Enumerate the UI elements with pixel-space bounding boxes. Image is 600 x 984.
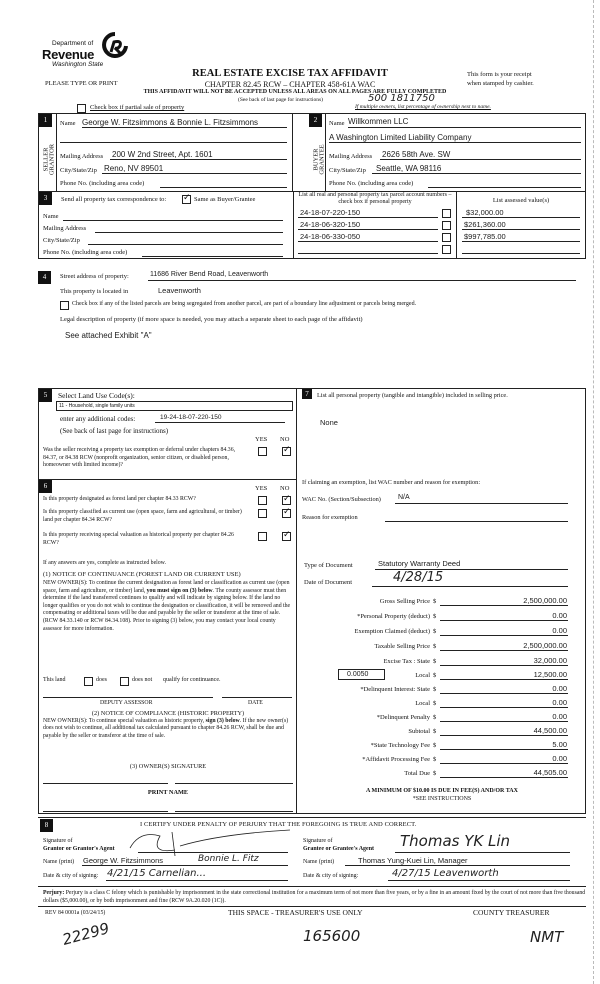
amount-delinquent-interest-state[interactable]: 0.00: [552, 684, 567, 693]
parcel-personal-checkbox-3[interactable]: [442, 233, 451, 242]
s6-question-1: Is this property designated as forest land per chapter 84.33 RCW?: [43, 496, 196, 502]
amount-label-delinquent-state: *Delinquent Interest: State: [360, 686, 430, 693]
parcel-number-4[interactable]: [298, 253, 438, 254]
grantee-sig-label-1: Signature of: [303, 838, 333, 844]
amount-delinquent-interest-local[interactable]: 0.00: [552, 698, 567, 707]
currency-sign: $: [433, 700, 437, 707]
amount-excise-tax-local[interactable]: 12,500.00: [533, 670, 567, 679]
doc-date-field[interactable]: 4/28/15: [393, 570, 444, 585]
minimum-note: A MINIMUM OF $10.00 IS DUE IN FEE(S) AND/OR TAX: [366, 788, 518, 794]
amount-label-total: Total Due: [404, 770, 430, 777]
parcel-personal-checkbox-1[interactable]: [442, 209, 451, 218]
notice2-text-b: . If the new owner(s) does not wish to continue, all additional tax calculated pursuant to chapter 84.26 RCW, shall be due and payable by the seller or transferor at the time of sale.: [43, 718, 289, 739]
buyer-city-line: [372, 173, 581, 174]
seller-mailing-label: Mailing Address: [60, 153, 104, 160]
notice2-title: (2) NOTICE OF COMPLIANCE (HISTORIC PROPERTY): [91, 710, 245, 717]
grantee-date-line: [388, 880, 570, 881]
perjury-notice: [43, 889, 588, 905]
buyer-mailing-line: [380, 159, 581, 160]
doc-type-label: Type of Document: [304, 562, 353, 569]
s3-city-field[interactable]: [88, 244, 283, 245]
parcel-personal-checkbox-2[interactable]: [442, 221, 451, 230]
notice1-bold: you must sign on (3) below: [146, 587, 213, 594]
personal-property-label: List all personal property (tangible and intangible) included in selling price.: [317, 392, 508, 399]
amount-line: [440, 693, 568, 694]
s5-yes-header: YES: [255, 436, 268, 443]
dor-logo: [40, 30, 140, 70]
amount-label-subtotal: Subtotal: [408, 728, 430, 735]
land-use-select[interactable]: [56, 401, 293, 411]
currency-sign: $: [433, 686, 437, 693]
seller-name-label: Name: [60, 120, 76, 127]
buyer-name-field[interactable]: Willkommen LLC: [348, 117, 409, 126]
section-8-top: [38, 817, 586, 818]
section-8-number: 8: [40, 819, 53, 832]
section-2-number: 2: [309, 114, 322, 127]
seller-side-label: [39, 130, 55, 190]
s3-phone-field[interactable]: [142, 256, 283, 257]
assessed-header: List assessed value(s): [492, 197, 550, 204]
amount-line: [440, 635, 568, 636]
amount-label-delinquent-local: Local: [415, 700, 430, 707]
seller-side-label-2: GRANTOR: [48, 143, 56, 176]
amount-label-tech-fee: *State Technology Fee: [370, 742, 430, 749]
grantor-cosigner-signature: Bonnie L. Fitz: [198, 854, 259, 864]
buyer-phone-field[interactable]: [428, 187, 581, 188]
see-instructions: *SEE INSTRUCTIONS: [412, 796, 472, 802]
grantee-name-label: Name (print): [303, 859, 335, 865]
s3-parcel-divider: [293, 191, 294, 259]
form-chapter: CHAPTER 82.45 RCW – CHAPTER 458-61A WAC: [204, 80, 376, 89]
amount-label-excise-local: Local: [415, 672, 430, 679]
seller-city-field[interactable]: Reno, NV 89501: [104, 164, 164, 173]
grantee-date-field[interactable]: 4/27/15 Leavenworth: [392, 868, 499, 879]
grantor-name-label: Name (print): [43, 859, 75, 865]
grantee-name-line: [345, 865, 570, 866]
buyer-side-divider: [325, 113, 326, 191]
seller-mailing-line: [110, 159, 287, 160]
legal-description-label: Legal description of property (if more space is needed, you may attach a separate sheet to each page of the affidavit): [60, 316, 363, 323]
section-1-number: 1: [39, 114, 52, 127]
parcel-number-3[interactable]: 24-18-06-330-050: [300, 232, 361, 241]
assessor-date-line[interactable]: [222, 697, 292, 698]
receipt-note-2: when stamped by cashier.: [467, 80, 534, 87]
section-4-number: 4: [38, 271, 51, 284]
currency-sign: $: [433, 643, 437, 650]
deputy-assessor-signature-line[interactable]: [43, 697, 213, 698]
perjury-text: Perjury is a class C felony which is punishable by imprisonment in the state correctional institution for a maximum term of not more than five years, or by a fine in an amount fixed by the court of not more than five thousand dollars ($5,000.00), or by both imprisonment and fine (RCW 9A.20.020 (1C)).: [43, 890, 586, 904]
amount-exemption-claimed[interactable]: 0.00: [552, 626, 567, 635]
amount-state-technology-fee[interactable]: 5.00: [552, 740, 567, 749]
grantee-name-field[interactable]: Thomas Yung-Kuei Lin, Manager: [358, 856, 468, 865]
section-7-number: 7: [302, 389, 312, 399]
notice1-title: (1) NOTICE OF CONTINUANCE (FOREST LAND OR CURRENT USE): [43, 571, 241, 578]
divider-1-2: [292, 113, 293, 191]
s3-mailing-label: Mailing Address: [43, 225, 87, 232]
owner-signature-label: (3) OWNER(S) SIGNATURE: [129, 763, 207, 770]
buyer-side-label-1: BUYER: [312, 148, 320, 171]
local-rate-box[interactable]: [338, 669, 385, 680]
grantee-sig-label-2: Grantee or Grantee's Agent: [303, 846, 375, 852]
s3-mailing-field[interactable]: [95, 232, 283, 233]
amount-line: [440, 749, 568, 750]
amount-line: [440, 763, 568, 764]
seller-phone-label: Phone No. (including area code): [60, 180, 145, 187]
s6-question-3: Is this property receiving special valuation as historical property per chapter 84.26 RCW?: [43, 532, 234, 546]
amount-line: [440, 707, 568, 708]
additional-codes-line: [155, 422, 285, 423]
s3-phone-label: Phone No. (including area code): [43, 249, 128, 256]
perjury-bottom: [38, 906, 586, 907]
buyer-mailing-field[interactable]: 2626 58th Ave. SW: [382, 150, 451, 159]
grantor-date-field[interactable]: 4/21/15 Carnelian...: [107, 868, 206, 879]
s3-name-label: Name: [43, 213, 59, 220]
logo-agency-line3: Washington State: [52, 61, 104, 68]
currency-sign: $: [433, 770, 437, 777]
form-number: REV 84 0001a (03/24/15): [45, 910, 106, 916]
form-title: REAL ESTATE EXCISE TAX AFFIDAVIT: [192, 68, 388, 79]
s6-q1-no-checkbox[interactable]: [282, 496, 291, 505]
dor-emblem-icon: [102, 32, 128, 58]
buyer-city-label: City/State/Zip: [329, 167, 366, 174]
parcel-line-1: [298, 217, 438, 218]
amount-label-personal: *Personal Property (deduct): [357, 613, 430, 620]
s6-q3-no-checkbox[interactable]: [282, 532, 291, 541]
street-address-label: Street address of property:: [60, 273, 129, 280]
section-6-number: 6: [39, 480, 52, 493]
parcel-line-2: [298, 229, 438, 230]
buyer-name-line: [348, 127, 581, 128]
currency-sign: $: [433, 714, 437, 721]
land-use-value: 11 - Household, single family units: [59, 403, 135, 409]
parcel-value-4[interactable]: [462, 253, 580, 254]
amount-affidavit-processing-fee[interactable]: 0.00: [552, 754, 567, 763]
amount-line: [440, 721, 568, 722]
multiple-owners-note: If multiple owners, list percentage of ownership next to name.: [355, 104, 491, 110]
amount-label-delinquent-penalty: *Delinquent Penalty: [376, 714, 430, 721]
perjury-bold: Perjury:: [43, 890, 65, 896]
doc-type-field[interactable]: Statutory Warranty Deed: [378, 559, 461, 568]
grantor-sig-label-1: Signature of: [43, 838, 73, 844]
does-qualify-checkbox[interactable]: [84, 677, 93, 686]
buyer-mailing-label: Mailing Address: [329, 153, 373, 160]
amount-label-exemption: Exemption Claimed (deduct): [354, 628, 430, 635]
parcel-number-1[interactable]: 24-18-07-220-150: [300, 208, 361, 217]
parcel-value-line-2: [462, 229, 580, 230]
segregated-checkbox[interactable]: [60, 301, 69, 310]
s6-question-2: Is this property classified as current use (open space, farm and agricultural, or timber) land per chapter 84.34 RCW?: [43, 509, 242, 523]
perjury-top: [38, 886, 586, 887]
currency-sign: $: [433, 728, 437, 735]
s5-see-back: (See back of last page for instructions): [60, 427, 169, 435]
amount-subtotal[interactable]: 44,500.00: [533, 726, 567, 735]
amount-label-gross: Gross Selling Price: [379, 598, 430, 605]
legal-description-field[interactable]: See attached Exhibit "A": [65, 331, 152, 340]
buyer-name-label: Name: [329, 120, 345, 127]
grantee-signature-line: [395, 852, 570, 853]
s6-q2-no-checkbox[interactable]: [282, 509, 291, 518]
buyer-side-label-2: GRANTEE: [318, 144, 326, 175]
s6-q1-yes-checkbox[interactable]: [258, 496, 267, 505]
s6-no-header: NO: [280, 485, 290, 492]
segregated-label: Check box if any of the listed parcels are being segregated from another parcel, are part of a boundary line adjustment or parcels being merged.: [72, 301, 417, 307]
parcel-value-line-1: [462, 217, 580, 218]
handwritten-number-left: 22299: [60, 919, 112, 949]
grantee-signature-field[interactable]: Thomas YK Lin: [400, 832, 511, 850]
s3-name-field[interactable]: [63, 220, 283, 221]
s6-if-yes: If any answers are yes, complete as instructed below.: [43, 560, 166, 566]
amount-total-due[interactable]: 44,505.00: [533, 768, 567, 777]
parcel-line-3: [298, 241, 438, 242]
seller-city-label: City/State/Zip: [60, 167, 97, 174]
qualify-label: qualify for continuance.: [163, 677, 221, 683]
notice1-text-b: . The county assessor must then determine if the land transferred continues to qualify and will indicate by signing below. If the land no longer qualifies or you do not wish to continue the designation or classification, it will be removed and the compensating or additional taxes will be due and payable by the seller or transferor at the time of sale. (RCW 84.33.140 or RCW 84.34.108). Prior to signing (3) below, you may contact your local county assessor for more information.: [43, 587, 291, 632]
amount-label-affidavit-fee: *Affidavit Processing Fee: [362, 756, 430, 763]
s6-yes-header: YES: [255, 485, 268, 492]
grantor-date-line: [106, 880, 288, 881]
assessor-date-label: DATE: [248, 700, 263, 706]
s3-value-divider: [456, 191, 457, 259]
grantor-name-line: [82, 865, 288, 866]
amount-line: [440, 650, 568, 651]
partial-sale-checkbox[interactable]: [77, 104, 86, 113]
print-name-label: PRINT NAME: [147, 789, 189, 796]
amount-line: [440, 620, 568, 621]
parcel-value-1[interactable]: $32,000.00: [466, 208, 504, 217]
doc-date-label: Date of Document: [304, 579, 353, 586]
amount-label-taxable: Taxable Selling Price: [374, 643, 430, 650]
seller-phone-field[interactable]: [160, 187, 287, 188]
grantor-date-label: Date & city of signing:: [43, 873, 99, 879]
street-address-field[interactable]: 11686 River Bend Road, Leavenworth: [150, 271, 269, 278]
s5-question: Was the seller receiving a property tax exemption or deferral under chapters 84.36, 84.37, or 84.38 RCW (nonprofit organization, senior citizen, or disabled person, homeowner with limited income)?: [43, 447, 236, 468]
seller-name-field[interactable]: George W. Fitzsimmons & Bonnie L. Fitzsimmons: [82, 118, 259, 127]
send-correspondence-label: Send all property tax correspondence to:: [61, 196, 167, 203]
currency-sign: $: [433, 672, 437, 679]
print-name-line-1[interactable]: [43, 811, 168, 812]
s5-yes-checkbox[interactable]: [258, 447, 267, 456]
doc-date-line: [372, 586, 568, 587]
buyer-name-line-2: [329, 142, 581, 143]
certify-statement: I CERTIFY UNDER PENALTY OF PERJURY THAT THE FOREGOING IS TRUE AND CORRECT.: [140, 821, 417, 828]
amount-personal-property[interactable]: 0.00: [552, 611, 567, 620]
currency-sign: $: [433, 756, 437, 763]
s5-no-checkbox[interactable]: [282, 447, 291, 456]
form-warning: THIS AFFIDAVIT WILL NOT BE ACCEPTED UNLESS ALL AREAS ON ALL PAGES ARE FULLY COMPLETED: [143, 89, 447, 95]
currency-sign: $: [433, 658, 437, 665]
amount-taxable-selling-price[interactable]: 2,500,000.00: [523, 641, 567, 650]
currency-sign: $: [433, 628, 437, 635]
parcel-value-2[interactable]: $261,360.00: [464, 220, 506, 229]
additional-codes-label: enter any additional codes:: [60, 415, 136, 423]
buyer-side-label: [309, 130, 325, 190]
seller-city-line: [102, 173, 287, 174]
amount-excise-tax-state[interactable]: 32,000.00: [533, 656, 567, 665]
grantee-date-label: Date & city of signing:: [303, 873, 359, 879]
seller-name-line: [82, 127, 287, 128]
grantor-name-field[interactable]: George W. Fitzsimmons: [83, 856, 164, 865]
does-not-label: does not: [132, 677, 153, 683]
amount-gross-selling-price[interactable]: 2,500,000.00: [523, 596, 567, 605]
seller-side-divider: [56, 113, 57, 191]
notice2-body: [43, 718, 293, 740]
parcel-personal-checkbox-4[interactable]: [442, 245, 451, 254]
please-type: PLEASE TYPE OR PRINT: [45, 80, 118, 87]
notice2-bold: sign (3) below: [205, 718, 240, 724]
handwritten-reference: 500 1811750: [368, 93, 435, 104]
does-label: does: [96, 677, 107, 683]
form-see-back: (See back of last page for instructions): [238, 97, 323, 103]
wac-line: [395, 503, 568, 504]
currency-sign: $: [433, 742, 437, 749]
s5-no-header: NO: [280, 436, 290, 443]
print-name-line-2[interactable]: [175, 811, 293, 812]
logo-agency-line2: Revenue: [42, 47, 95, 62]
street-address-line: [148, 280, 576, 281]
local-rate-value: 0.0050: [347, 671, 369, 678]
parcel-value-3[interactable]: $997,785.00: [464, 232, 506, 241]
notice1-text-a: NEW OWNER(S): To continue the current designation as forest land or classification as current use (open space, farm and agriculture, or timber) land,: [43, 580, 290, 594]
buyer-phone-label: Phone No. (including area code): [329, 180, 414, 187]
logo-agency-line1: Department of: [52, 40, 94, 47]
same-as-buyer-label: Same as Buyer/Grantee: [194, 196, 256, 203]
buyer-name-field-2[interactable]: A Washington Limited Liability Company: [329, 133, 472, 142]
handwritten-number-center: 165600: [303, 927, 361, 945]
s6-q2-yes-checkbox[interactable]: [258, 509, 267, 518]
partial-sale-label: Check box if partial sale of property: [90, 104, 185, 111]
s6-q3-yes-checkbox[interactable]: [258, 532, 267, 541]
notice2-text-a: NEW OWNER(S): To continue special valuation as historic property,: [43, 718, 206, 724]
seller-side-label-1: SELLER: [42, 147, 50, 172]
s3-city-label: City/State/Zip: [43, 237, 80, 244]
receipt-note-1: This form is your receipt: [467, 71, 532, 78]
parcel-value-line-3: [462, 241, 580, 242]
buyer-city-field[interactable]: Seattle, WA 98116: [376, 164, 442, 173]
reason-field[interactable]: [385, 521, 568, 522]
located-in-label: This property is located in: [60, 288, 129, 295]
parcel-number-2[interactable]: 24-18-06-320-150: [300, 220, 361, 229]
handwritten-initials-right: NMT: [530, 928, 564, 946]
amount-line: [440, 605, 568, 606]
currency-sign: $: [433, 613, 437, 620]
divider-left-right: [296, 388, 297, 814]
divider-5-6: [38, 479, 296, 480]
notice1-body: [43, 580, 293, 633]
amount-line: [440, 679, 568, 680]
wac-label: WAC No. (Section/Subsection): [302, 496, 381, 503]
seller-name-line-2: [60, 142, 287, 143]
deputy-assessor-label: DEPUTY ASSESSOR: [100, 700, 153, 706]
amount-line: [440, 665, 568, 666]
grantor-sig-label-2: Grantor or Grantor's Agent: [43, 846, 115, 852]
county-treasurer-label: COUNTY TREASURER: [473, 908, 550, 917]
same-as-buyer-checkbox[interactable]: [182, 195, 191, 204]
section-3-number: 3: [39, 192, 52, 205]
seller-mailing-field[interactable]: 200 W 2nd Street, Apt. 1601: [112, 150, 213, 159]
amount-delinquent-penalty[interactable]: 0.00: [552, 712, 567, 721]
land-use-label: Select Land Use Code(s):: [58, 391, 135, 400]
owner-signature-line-1[interactable]: [43, 783, 168, 784]
owner-signature-line-2[interactable]: [175, 783, 293, 784]
exemption-label: If claiming an exemption, list WAC number and reason for exemption:: [302, 479, 481, 486]
reason-label: Reason for exemption: [302, 514, 358, 521]
amount-line: [440, 777, 568, 778]
additional-codes-field[interactable]: 19-24-18-07-220-150: [160, 414, 222, 421]
amount-line: [440, 735, 568, 736]
this-land-label: This land: [43, 677, 66, 683]
page-edge: [593, 0, 594, 984]
wac-field[interactable]: N/A: [398, 494, 410, 501]
amount-label-excise-state: Excise Tax : State: [383, 658, 430, 665]
parcel-header: List all real and personal property tax parcel account numbers – check box if personal property: [298, 192, 452, 205]
section-5-number: 5: [39, 389, 52, 402]
personal-property-field[interactable]: None: [320, 418, 338, 427]
currency-sign: $: [433, 598, 437, 605]
does-not-qualify-checkbox[interactable]: [120, 677, 129, 686]
treasurer-space-label: THIS SPACE - TREASURER'S USE ONLY: [228, 908, 363, 917]
located-in-field[interactable]: Leavenworth: [158, 286, 201, 295]
